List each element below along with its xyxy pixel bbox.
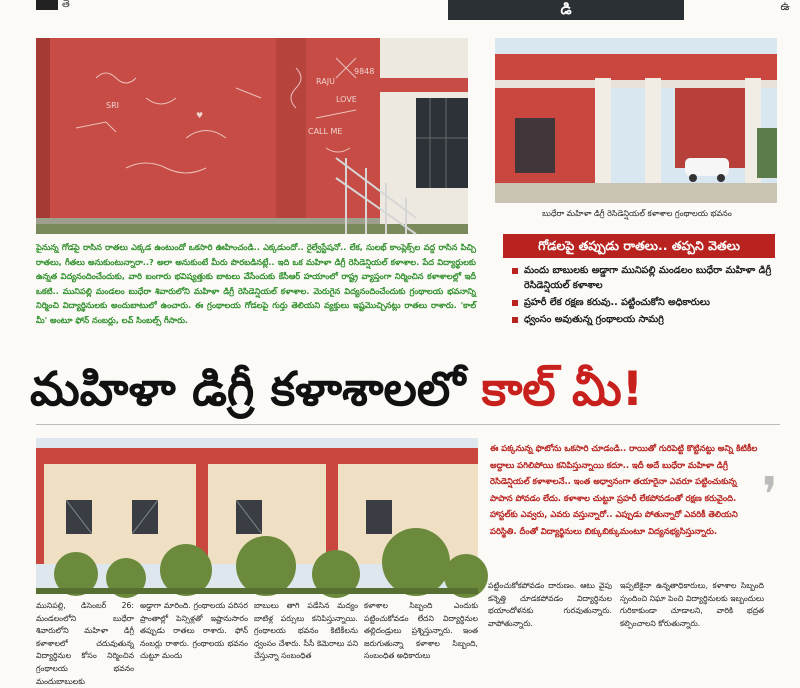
masthead-section-box: డి (448, 0, 684, 20)
masthead-logo (36, 0, 58, 10)
highlight-item (510, 263, 778, 293)
article-column: ఇప్పటికైనా ఉన్నతాధికారులు, కళాశాల సిబ్బంది స్పందించి నిఘా పెంచి విద్యార్థినులకు ఇబ్బందులు గురికాకుండా చూడాలని, వారికి భద్రత కల్పించాలని కోరుతున్నారు. (620, 581, 764, 628)
headline-divider (36, 424, 780, 425)
intro-paragraph-green: పైనున్న గోడపై రాసిన రాతలు ఎక్కడ ఉంటుందో ఒకసారి ఊహించండి.. ఎక్కడుందో.. రైల్వేస్టేషనో.. లేక, సులభ్ కాంప్లెక్స్‌ల వద్ద రాసిన పిచ్చి రాతలు, గీతలు అనుకుంటున్నారా..? అలా అనుకుంటే మీరు పొరబడినట్లే.. ఇది ఒక మహిళా డిగ్రీ రెసిడెన్షియల్ కళాశాల. పేద విద్యార్థులకు ఉన్నత విద్యనందించేందుకు, వారి బంగారు భవిష్యత్తుకు బాటలు వేసేందుకు కేసీఆర్ హయాంలో రాష్ట్ర వ్యాప్తంగా నిర్మించిన కళాశాలల్లో ఇదీ ఒకటి.. మునిపల్లి మండలం బుధేరా శివారులోని మహిళా డిగ్రీ రెసిడెన్షియల్ కళాశాల. మెరుగైన విద్యనందించేందుకు గ్రంథాలయ భవనాన్ని నిర్మించి విద్యార్థినులకు అందుబాటులో ఉంచారు. ఈ గ్రంథాలయ గోడలపై గుర్తు తెలియని వ్యక్తులు ఇష్టమొచ్చినట్లు రాతలు రాశారు. 'కాల్ మీ' అంటూ ఫోన్ నంబర్లు, లవ్ సింబల్స్ గీసారు. (36, 242, 476, 325)
masthead-right-text: ఉ (780, 0, 790, 13)
graffiti-text: CALL ME (308, 127, 343, 136)
library-building-illustration (495, 38, 777, 203)
highlight-text: ధ్వంసం అవుతున్న గ్రంథాలయ సామగ్రి (524, 314, 664, 325)
article-column: మునిపల్లి, డిసెంబర్ 26: మండలంలోని బుధేరా శివారులోని మహిళా డిగ్రీ కళాశాలలో చదువుతున్న విద్యార్థినుల కోసం నిర్మించిన గ్రంథాలయ భవనం మందుబాబులకు (36, 601, 134, 686)
graffiti-wall-photo (36, 38, 468, 234)
quote-mark-icon: ❜ (762, 467, 778, 523)
article-column: కళాశాల సిబ్బంది ఎందుకు పట్టించుకోవడం లేదని విద్యార్థినుల తల్లిదండ్రులు ప్రశ్నిస్తున్నారు. ఇంత జరుగుతున్నా కళాశాల సిబ్బంది, సంబంధిత అధికారులు (364, 601, 478, 661)
article-column: అడ్డాగా మారింది. గ్రంథాలయ పరిసర ప్రాంతాల్లో పెన్సిళ్లతో ఇష్టానుసారం తప్పుడు రాతలు రాశారు. ఫోన్ నంబర్లు రాశారు. గ్రంథాలయ భవనం చుట్టూ మందు (140, 601, 248, 661)
highlights-list (510, 263, 778, 329)
article-column: పట్టించుకోకపోవడం దారుణం. ఆటు వైపు కన్నెత్తి చూడకపోవడం విద్యార్థినుల భయాందోళనకు గురవుతున్నారు. వాపోతున్నారు. (488, 581, 612, 628)
headline-black-part: మహిళా డిగ్రీ కళాశాలలో (30, 362, 482, 417)
graffiti-text: SRI (106, 101, 119, 110)
masthead-left-text: తె (62, 0, 70, 10)
article-column: బాబులు తాగి పడేసిన మద్యం బాటిళ్ల పర్సులు కనిపిస్తున్నాయి. గ్రంథాలయ భవనం కిటికీలను ధ్వంసం చేశారు. సీసీ కెమెరాలు పని చేస్తున్నా సంబంధిత (254, 601, 358, 661)
graffiti-text: ♥ (196, 111, 204, 120)
building-photo-caption: బుధేరా మహిళా డిగ్రీ రెసిడెన్షియల్ కళాశాల గ్రంథాలయ భవనం (542, 209, 732, 218)
highlights-banner: గోడలపై తప్పుడు రాతలు.. తప్పని వెతలు (503, 234, 775, 258)
bullet-square-icon (512, 300, 518, 306)
main-headline (30, 356, 790, 424)
graffiti-text: 9848 (354, 67, 375, 76)
highlight-text: మందు బాబులకు అడ్డాగా మునిపల్లి మండలం బుధేరా మహిళా డిగ్రీ రెసిడెన్షియల్ కళాశాల (524, 265, 772, 291)
bullet-square-icon (512, 317, 518, 323)
hostel-building-illustration (36, 438, 478, 594)
highlight-item (510, 295, 778, 310)
graffiti-text: LOVE (336, 95, 357, 104)
graffiti-wall-illustration (36, 38, 468, 234)
library-building-photo (495, 38, 777, 203)
graffiti-text: RAJU (316, 77, 335, 86)
headline-red-part: కాల్ మీ! (481, 362, 644, 417)
highlight-text: ప్రహరీ లేక రక్షణ కరువు.. పట్టించుకోని అధికారులు (524, 297, 710, 308)
highlight-item (510, 312, 778, 327)
bullet-square-icon (512, 268, 518, 274)
intro-paragraph-red: ఈ పక్కనున్న ఫొటోను ఒకసారి చూడండి.. రాయితో గురిపెట్టి కొట్టినట్టు అన్ని కిటికీల అద్దాలు పగిలిపోయి కనిపిస్తున్నాయి కదూ.. ఇదీ అదే బుధేరా మహిళా డిగ్రీ రెసిడెన్షియల్ కళాశాలనే.. ఇంత అధ్వానంగా తయారైనా ఎవరూ పట్టించుకున్న పాపాన పోవడం లేదు. కళాశాల చుట్టూ ప్రహరీ లేకపోవడంతో రక్షణ కరువైంది. హాస్టల్‌కు ఎవ్వరు, ఎవరు వస్తున్నారో.. ఎప్పుడు పోతున్నారో ఎవరికీ తెలియని పరిస్థితి. దీంతో విద్యార్థినులు బిక్కుబిక్కుమంటూ విద్యనభ్యసిస్తున్నారు. (490, 443, 758, 536)
hostel-building-photo (36, 438, 478, 594)
